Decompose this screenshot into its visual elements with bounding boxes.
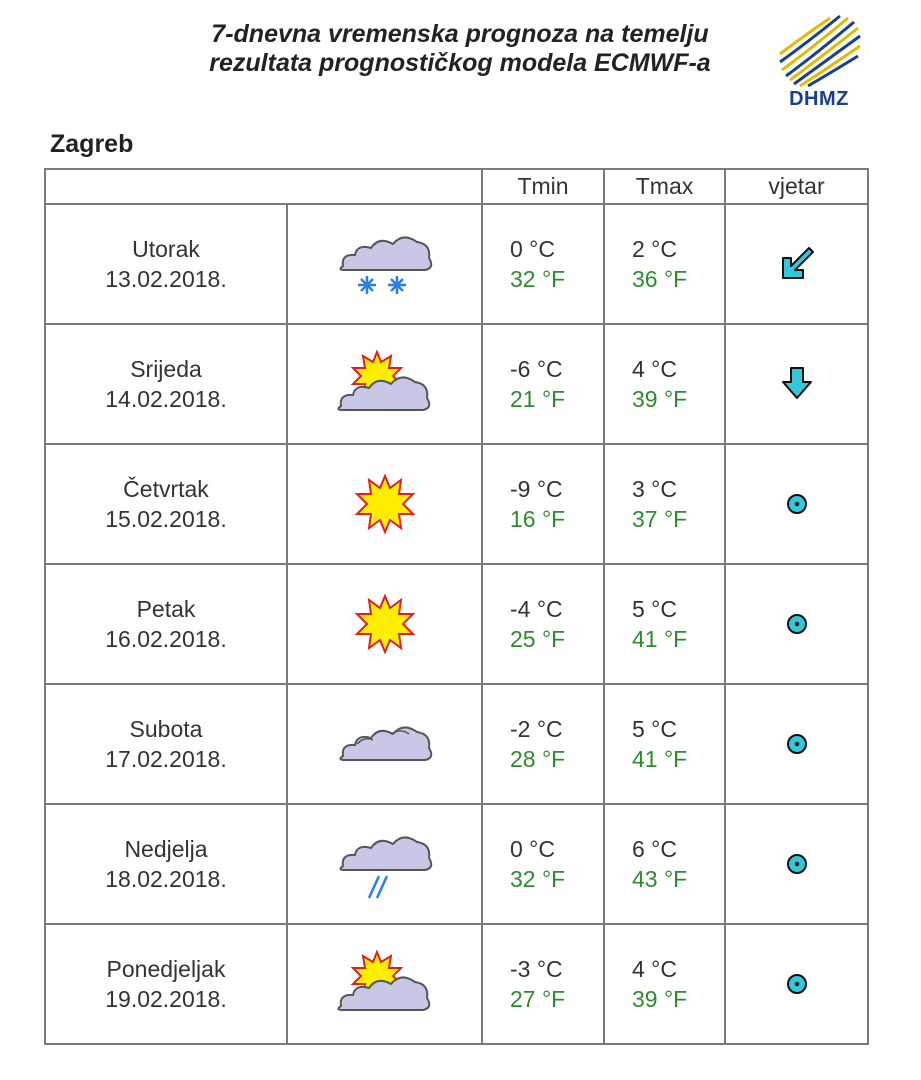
tmin-cell — [482, 204, 604, 324]
tmin-fahrenheit: 21 °F — [510, 386, 566, 412]
calm-wind-icon — [777, 844, 817, 884]
sun-icon — [335, 584, 435, 664]
day-date: 17.02.2018. — [105, 746, 227, 772]
cloud-rain-icon — [335, 824, 435, 904]
day-cell — [45, 924, 287, 1044]
tmin-celsius: 0 °C — [510, 836, 555, 862]
day-cell — [45, 444, 287, 564]
tmax-celsius: 6 °C — [632, 836, 677, 862]
city-name: Zagreb — [50, 130, 134, 158]
tmin-fahrenheit: 27 °F — [510, 986, 566, 1012]
table-row — [45, 684, 868, 804]
day-cell — [45, 804, 287, 924]
weather-cell — [287, 204, 482, 324]
table-row — [45, 564, 868, 684]
weather-cell — [287, 564, 482, 684]
tmin-fahrenheit: 16 °F — [510, 506, 566, 532]
wind-cell — [725, 804, 868, 924]
day-name: Četvrtak — [123, 476, 209, 502]
tmax-celsius: 4 °C — [632, 956, 677, 982]
day-name: Srijeda — [130, 356, 202, 382]
title-line-2: rezultata prognostičkog modela ECMWF-a — [209, 49, 711, 77]
day-name: Utorak — [132, 236, 200, 262]
tmax-fahrenheit: 36 °F — [632, 266, 688, 292]
tmin-fahrenheit: 32 °F — [510, 866, 566, 892]
tmin-cell — [482, 924, 604, 1044]
tmax-cell — [604, 204, 725, 324]
tmax-cell — [604, 684, 725, 804]
day-date: 18.02.2018. — [105, 866, 227, 892]
wind-cell — [725, 684, 868, 804]
day-name: Nedjelja — [124, 836, 208, 862]
table-header-row — [45, 169, 868, 204]
tmax-fahrenheit: 43 °F — [632, 866, 688, 892]
calm-wind-icon — [777, 724, 817, 764]
day-date: 16.02.2018. — [105, 626, 227, 652]
tmin-celsius: 0 °C — [510, 236, 555, 262]
tmax-cell — [604, 444, 725, 564]
tmax-celsius: 4 °C — [632, 356, 677, 382]
weather-cell — [287, 444, 482, 564]
dhmz-logo[interactable] — [776, 14, 866, 114]
dhmz-logo-mark-icon — [776, 14, 862, 88]
day-name: Subota — [129, 716, 203, 742]
tmax-celsius: 5 °C — [632, 716, 677, 742]
partly-cloudy-icon — [335, 944, 435, 1024]
day-date: 15.02.2018. — [105, 506, 227, 532]
table-row — [45, 324, 868, 444]
table-row — [45, 204, 868, 324]
table-row — [45, 924, 868, 1044]
tmax-cell — [604, 924, 725, 1044]
page-title — [150, 20, 770, 78]
tmax-cell — [604, 804, 725, 924]
header-tmax: Tmax — [604, 169, 725, 204]
tmin-cell — [482, 324, 604, 444]
weather-cell — [287, 924, 482, 1044]
tmin-cell — [482, 564, 604, 684]
cloudy-icon — [335, 704, 435, 784]
logo-text: DHMZ — [789, 88, 849, 110]
title-line-1: 7-dnevna vremenska prognoza na temelju — [211, 20, 709, 48]
tmin-cell — [482, 684, 604, 804]
tmin-cell — [482, 444, 604, 564]
tmax-fahrenheit: 41 °F — [632, 746, 688, 772]
tmin-cell — [482, 804, 604, 924]
table-row — [45, 444, 868, 564]
table-row — [45, 804, 868, 924]
cloud-snow-icon — [335, 224, 435, 304]
day-cell — [45, 324, 287, 444]
day-cell — [45, 684, 287, 804]
tmax-celsius: 5 °C — [632, 596, 677, 622]
tmax-fahrenheit: 41 °F — [632, 626, 688, 652]
tmin-celsius: -2 °C — [510, 716, 563, 742]
day-date: 14.02.2018. — [105, 386, 227, 412]
wind-arrow-southwest-icon — [777, 244, 817, 284]
wind-cell — [725, 204, 868, 324]
tmax-fahrenheit: 37 °F — [632, 506, 688, 532]
tmin-celsius: -4 °C — [510, 596, 563, 622]
calm-wind-icon — [777, 964, 817, 1004]
tmin-celsius: -9 °C — [510, 476, 563, 502]
calm-wind-icon — [777, 604, 817, 644]
header-tmin: Tmin — [482, 169, 604, 204]
tmin-fahrenheit: 25 °F — [510, 626, 566, 652]
tmin-fahrenheit: 32 °F — [510, 266, 566, 292]
header-empty — [45, 169, 482, 204]
header-wind: vjetar — [725, 169, 868, 204]
day-date: 13.02.2018. — [105, 266, 227, 292]
tmax-celsius: 3 °C — [632, 476, 677, 502]
tmax-cell — [604, 564, 725, 684]
weather-cell — [287, 804, 482, 924]
forecast-table — [44, 168, 869, 1045]
day-name: Petak — [136, 596, 196, 622]
tmax-fahrenheit: 39 °F — [632, 386, 688, 412]
day-cell — [45, 204, 287, 324]
tmax-fahrenheit: 39 °F — [632, 986, 688, 1012]
tmin-celsius: -3 °C — [510, 956, 563, 982]
partly-cloudy-icon — [335, 344, 435, 424]
weather-cell — [287, 324, 482, 444]
day-cell — [45, 564, 287, 684]
day-date: 19.02.2018. — [105, 986, 227, 1012]
wind-cell — [725, 324, 868, 444]
calm-wind-icon — [777, 484, 817, 524]
tmin-fahrenheit: 28 °F — [510, 746, 566, 772]
day-name: Ponedjeljak — [106, 956, 226, 982]
sun-icon — [335, 464, 435, 544]
tmax-celsius: 2 °C — [632, 236, 677, 262]
wind-cell — [725, 564, 868, 684]
tmin-celsius: -6 °C — [510, 356, 563, 382]
tmax-cell — [604, 324, 725, 444]
wind-cell — [725, 924, 868, 1044]
wind-arrow-south-icon — [777, 364, 817, 404]
weather-cell — [287, 684, 482, 804]
wind-cell — [725, 444, 868, 564]
